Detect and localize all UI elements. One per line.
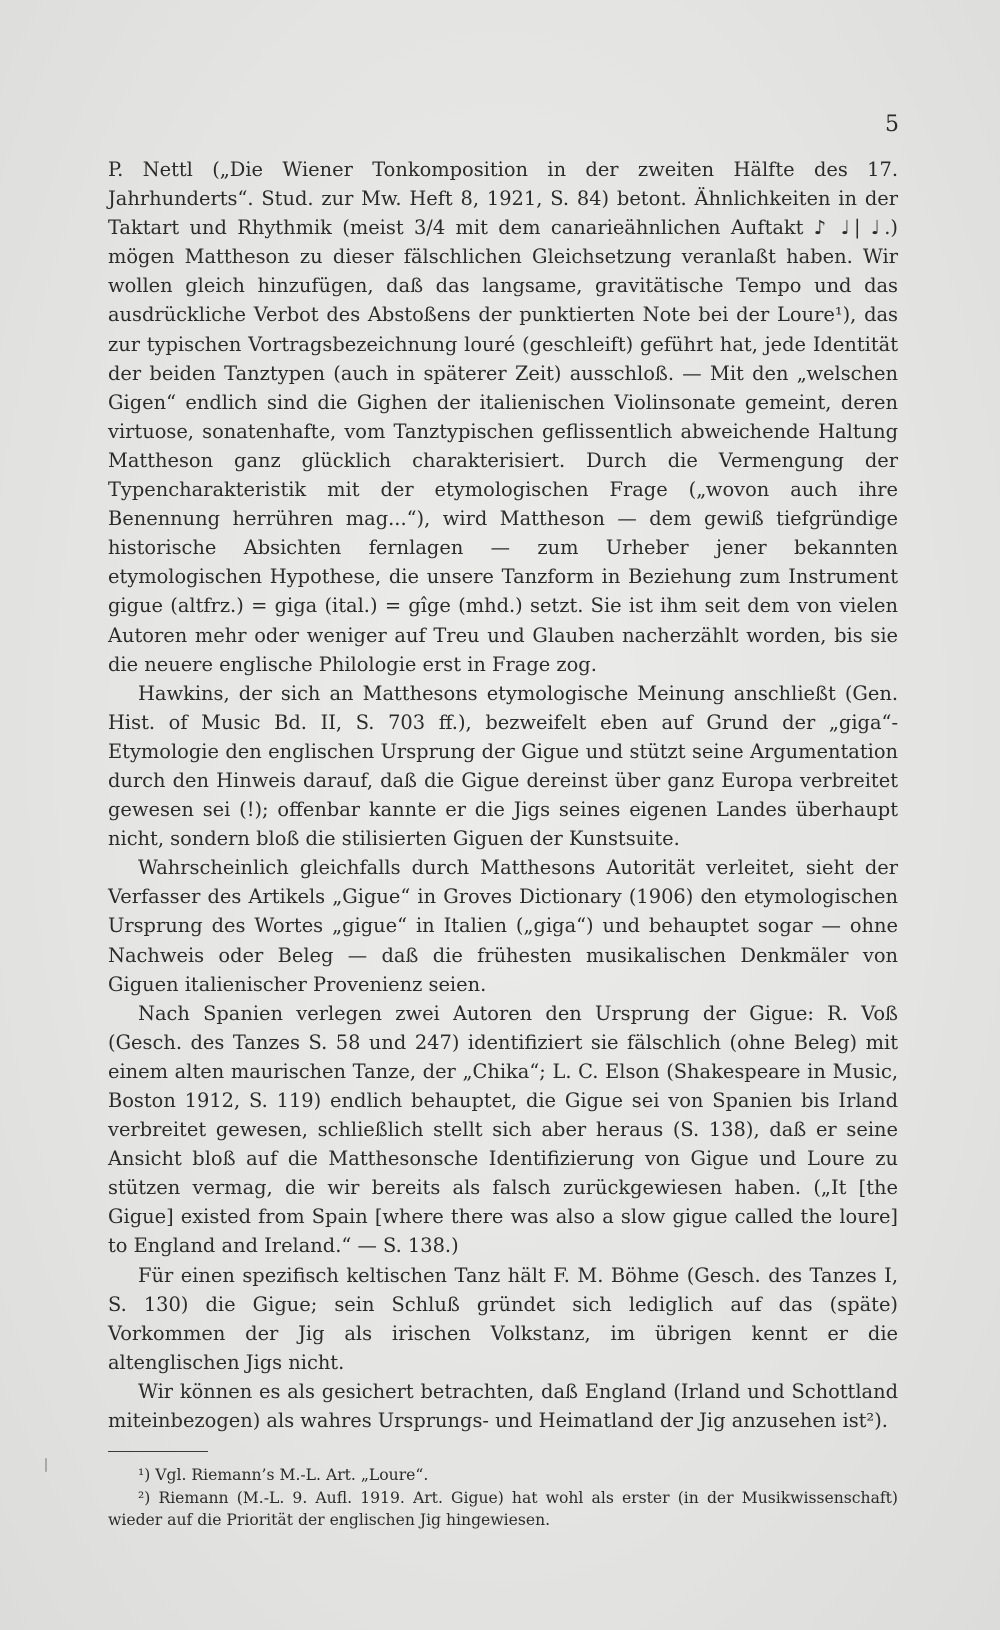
paper-speck — [45, 1458, 47, 1472]
footnote-1: ¹) Vgl. Riemann’s M.-L. Art. „Loure“. — [138, 1466, 429, 1485]
paragraph-nettl: P. Nettl („Die Wiener Tonkomposition in der zweiten Hälfte des 17. Jahrhunderts“. Stud. zur Mw. Heft 8, 1921, S. 84) betont. Ähnlichkeiten in der Taktart und Rhythmik (meist 3/4 mit dem canarieähnlichen Auftakt ♪ ♩| ♩.) mögen Mattheson zu dieser fälschlichen Gleichsetzung veranlaßt haben. Wir wollen gleich hinzufügen, daß das langsame, gravitätische Tempo und das ausdrückliche Verbot des Abstoßens der punktierten Note bei der Loure¹), das zur typischen Vortragsbezeichnung louré (geschleift) geführt hat, jede Identität der beiden Tanztypen (auch in späterer Zeit) ausschloß. — Mit den „welschen Gigen“ endlich sind die Gighen der italienischen Violinsonate gemeint, deren virtuose, sonatenhafte, vom Tanztypischen geflissentlich abweichende Haltung Mattheson ganz glücklich charakterisiert. Durch die Vermengung der Typencharakteristik mit der etymologischen Frage („wovon auch ihre Benennung herrühren mag...“), wird Mattheson — dem gewiß tiefgründige historische Absichten fernlagen — zum Urheber jener bekannten etymologischen Hypothese, die unsere Tanzform in Beziehung zum Instrument gigue (altfrz.) = giga (ital.) = gîge (mhd.) setzt. Sie ist ihm seit dem von vielen Autoren mehr oder weniger auf Treu und Glauben nacherzählt worden, bis sie die neuere englische Philologie erst in Frage zog. — [108, 158, 898, 676]
paragraph-boehme: Für einen spezifisch keltischen Tanz hält F. M. Böhme (Gesch. des Tanzes I, S. 130) die Gigue; sein Schluß gründet sich lediglich auf das (späte) Vorkommen der Jig als irischen Volkstanz, im übrigen kennt er die altenglischen Jigs nicht. — [108, 1263, 898, 1374]
footnote-2: ²) Riemann (M.-L. 9. Aufl. 1919. Art. Gigue) hat wohl als erster (in der Musikwissenschaft) wieder auf die Priorität der englischen Jig hingewiesen. — [108, 1488, 898, 1530]
page-number: 5 — [885, 112, 900, 137]
body-text — [108, 155, 898, 1532]
paragraph-hawkins: Hawkins, der sich an Matthesons etymologische Meinung anschließt (Gen. Hist. of Music Bd. II, S. 703 ff.), bezweifelt eben auf Grund der „giga“-Etymologie den englischen Ursprung der Gigue und stützt seine Argumentation durch den Hinweis darauf, daß die Gigue dereinst über ganz Europa verbreitet gewesen sei (!); offenbar kannte er die Jigs seines eigenen Landes überhaupt nicht, sondern bloß die stilisierten Giguen der Kunstsuite. — [108, 681, 898, 851]
paragraph-spain: Nach Spanien verlegen zwei Autoren den Ursprung der Gigue: R. Voß (Gesch. des Tanzes S. 58 und 247) identifiziert sie fälschlich (ohne Beleg) mit einem alten maurischen Tanze, der „Chika“; L. C. Elson (Shakespeare in Music, Boston 1912, S. 119) endlich behauptet, die Gigue sei von Spanien bis Irland verbreitet gewesen, schließlich stellt sich aber heraus (S. 138), daß er seine Ansicht bloß auf die Matthesonsche Identifizierung von Gigue und Loure zu stützen vermag, die wir bereits als falsch zurückgewiesen haben. („It [the Gigue] existed from Spain [where there was also a slow gigue called the loure] to England and Ireland.“ — S. 138.) — [108, 1001, 898, 1258]
paragraph-grove: Wahrscheinlich gleichfalls durch Matthesons Autorität verleitet, sieht der Verfasser des Artikels „Gigue“ in Groves Dictionary (1906) den etymologischen Ursprung des Wortes „gigue“ in Italien („giga“) und behauptet sogar — ohne Nachweis oder Beleg — daß die frühesten musikalischen Denkmäler von Giguen italienischer Provenienz seien. — [108, 856, 898, 996]
paragraph-england: Wir können es als gesichert betrachten, daß England (Irland und Schottland miteinbezogen) als wahres Ursprungs- und Heimatland der Jig anzusehen ist²). — [108, 1379, 898, 1433]
footnote-divider — [108, 1451, 208, 1452]
